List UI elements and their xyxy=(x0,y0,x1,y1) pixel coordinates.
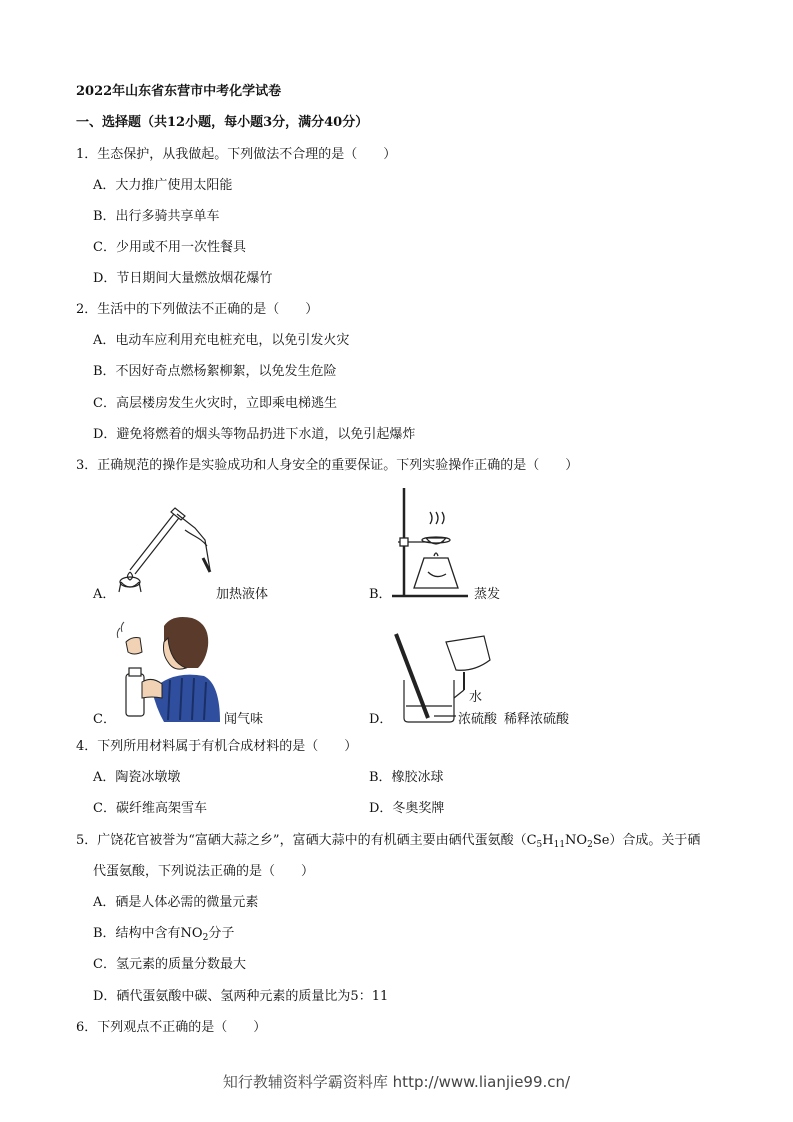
q3-option-a-caption: 加热液体 xyxy=(216,587,269,602)
question-4-stem: 4．下列所用材料属于有机合成材料的是（ ） xyxy=(76,739,358,754)
q4-option-d: D．冬奥奖牌 xyxy=(369,801,445,816)
q1-option-d: D．节日期间大量燃放烟花爆竹 xyxy=(93,271,273,286)
q4-option-b: B．橡胶冰球 xyxy=(369,770,444,785)
q2-option-a: A．电动车应利用充电桩充电，以免引发火灾 xyxy=(93,333,350,348)
q5-option-a: A．硒是人体必需的微量元素 xyxy=(93,895,259,910)
question-5-stem: 5．广饶花官被誉为“富硒大蒜之乡”，富硒大蒜中的有机硒主要由硒代蛋氨酸$(C_5H_{11}NO_2Se)$合成。关于硒 xyxy=(76,833,701,850)
q3-option-b-letter: B． xyxy=(369,587,392,602)
question-1-stem: 1．生态保护，从我做起。下列做法不合理的是（ ） xyxy=(76,147,397,162)
section-heading: 一、选择题（共12小题，每小题3分，满分40分） xyxy=(76,115,369,130)
exam-title: 2022年山东省东营市中考化学试卷 xyxy=(76,84,282,99)
acid-label: 浓硫酸 xyxy=(458,712,498,727)
q2-option-b: B．不因好奇点燃杨絮柳絮，以免发生危险 xyxy=(93,364,337,379)
q3-option-b-caption: 蒸发 xyxy=(474,587,501,602)
question-2-stem: 2．生活中的下列做法不正确的是（ ） xyxy=(76,302,319,317)
question-5-stem-line2: 代蛋氨酸，下列说法正确的是（ ） xyxy=(93,864,315,879)
q1-option-a: A．大力推广使用太阳能 xyxy=(93,178,233,193)
q1-option-b: B．出行多骑共享单车 xyxy=(93,209,220,224)
q2-option-c: C．高层楼房发生火灾时，立即乘电梯逃生 xyxy=(93,396,337,411)
q3-option-c-letter: C． xyxy=(93,712,116,727)
question-6-stem: 6．下列观点不正确的是（ ） xyxy=(76,1020,267,1035)
water-label: 水 xyxy=(469,690,483,705)
q2-option-d: D．避免将燃着的烟头等物品扔进下水道，以免引起爆炸 xyxy=(93,427,416,442)
q3-option-c-caption: 闻气味 xyxy=(224,712,264,727)
q3-option-a-letter: A． xyxy=(93,587,116,602)
q5-option-b: B．结构中含有$NO_2$分子 xyxy=(93,926,235,943)
q4-option-a: A．陶瓷冰墩墩 xyxy=(93,770,181,785)
smelling-gas-illustration xyxy=(112,612,222,724)
evaporation-illustration xyxy=(388,484,470,602)
q3-option-d-caption: 稀释浓硫酸 xyxy=(504,712,570,727)
q5-option-d: D．硒代蛋氨酸中碳、氢两种元素的质量比为5：11 xyxy=(93,989,389,1004)
q3-option-d-letter: D． xyxy=(369,712,393,727)
heating-liquid-illustration xyxy=(115,500,215,600)
q5-option-c: C．氢元素的质量分数最大 xyxy=(93,957,246,972)
question-3-stem: 3．正确规范的操作是实验成功和人身安全的重要保证。下列实验操作正确的是（ ） xyxy=(76,458,579,473)
page-footer: 知行教辅资料学霸资料库 http://www.lianjie99.cn/ xyxy=(222,1073,571,1091)
q1-option-c: C．少用或不用一次性餐具 xyxy=(93,240,246,255)
q4-option-c: C．碳纤维高架雪车 xyxy=(93,801,207,816)
